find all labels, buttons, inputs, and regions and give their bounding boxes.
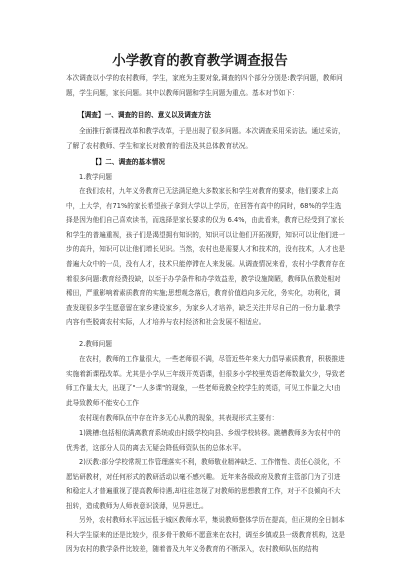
document-title: 小学教育的教育教学调查报告 [112, 53, 288, 69]
subsection-teaching-heading: 1.教学问题 [79, 173, 112, 181]
subsection-teacher-heading: 2.教师问题 [79, 340, 112, 348]
section1-heading: 【调查】一、调查的目的、意义以及调查方法 [78, 111, 211, 119]
teaching-paragraph: 在我们农村，九年义务教育已无法满足绝大多数家长和学生对教育的要求，他们要求上高中，上大学，有71%的家长希望孩子拿到大学以上学历，在回答有高中的同时，68%的学生选择是因为他们自己喜欢读书，而选择是家长要求的仅为 6.4%，由此看来，教育已经受到了家长和学生的普遍重视，孩子们是渴望拥有知识的，知识可以让他们开拓视野，知识可以让他们进一步的高升，知识可以让他们增长见识。当然，农村也是需要人才和技术的，没有技术，人才也是普遍大众中的一员，没有人才，技术只能停滞在人来发展。从调查情况来看，农村小学教育存在着很多问题:教育经费投缺，以至于办学条件和办学效益差，教学设施简陋，教师队伍教处相对稀田，严重影响着素质教育的实施;思想观念落后，教育价值趋向多元化，务实化，功利化，调查发现很多学生愿意留在家乡建设家乡，为家乡人才培养，缺乏关注并尽自己的一份力量.教学内容有些脱离农村实际，人才培养与农村经济和社会发展不相适应。 [66, 187, 346, 327]
section2-heading: 【】二、调查的基本情况 [92, 158, 166, 166]
issue-burnout: 2)厌教:部分学校常规工作管理落实不利，教师敬业精神缺乏、工作惰性、责任心淡化，不愿钻研教材，对任何形式的教研活动以毫不感兴趣。 近年来各级政府及教育主管部门为了引进和稳定人才普遍重视了提高教师待遇,却往往忽视了对教师的思想教育工作，对于不良倾向不大扭转，造成教师为人师表意识淡薄，见异思迁,。 [66, 458, 341, 510]
teacher-issues-intro: 农村现有教师队伍中存在许多无心从教的现象，其表现形式主要有： [79, 414, 279, 422]
issue-job-hopping: 1)跳槽:包括相依满离教育系统或由村级学校向县、乡级学校转移。跳槽教师多为农村中的优秀者，这部分人员的离去无疑会降低师资队伍的总体水平。 [66, 429, 341, 452]
section1-body: 全面推行新课程改革和教学改革，于是出现了很多问题。本次调查采用采访法。通过采访，了解了农村教师、学生和家长对教育的看法及其总体教育状况。 [66, 127, 345, 150]
teacher-paragraph: 在农村，教师的工作量很大，一些老师很不满，尽管近些年来大力倡导素质教育，积极推进实施着新课程改革。尤其是小学从三年级开英语课，但很多小学校里英语老师数量欠少，导致老师工作量太大，出现了"一人多课"的现象，一些老师竟教全校学生的英语，可见工作量之大!由此导致教师不能安心工作 [66, 355, 346, 407]
teacher-level-paragraph: 另外，农村教师水平远远低于城区教师水平，集说教师整体学历在提高，但正规的全日制本科大学生原来的还是比较少，很多骨干教师不愿意来在农村，调至乡镇或县一级教育机构，这是因为农村的教学条件比较差，随着普及九年义务教育的不断深入，农村教师队伍的结构 [66, 516, 346, 554]
intro-paragraph: 本次调查以小学的农村教师，学生，家庭为主要对象,调查的四个部分分别是:教学问题，教师问题，学生问题，家长问题。其中以教师问题和学生问题为重点。基本对节如下： [66, 74, 343, 97]
